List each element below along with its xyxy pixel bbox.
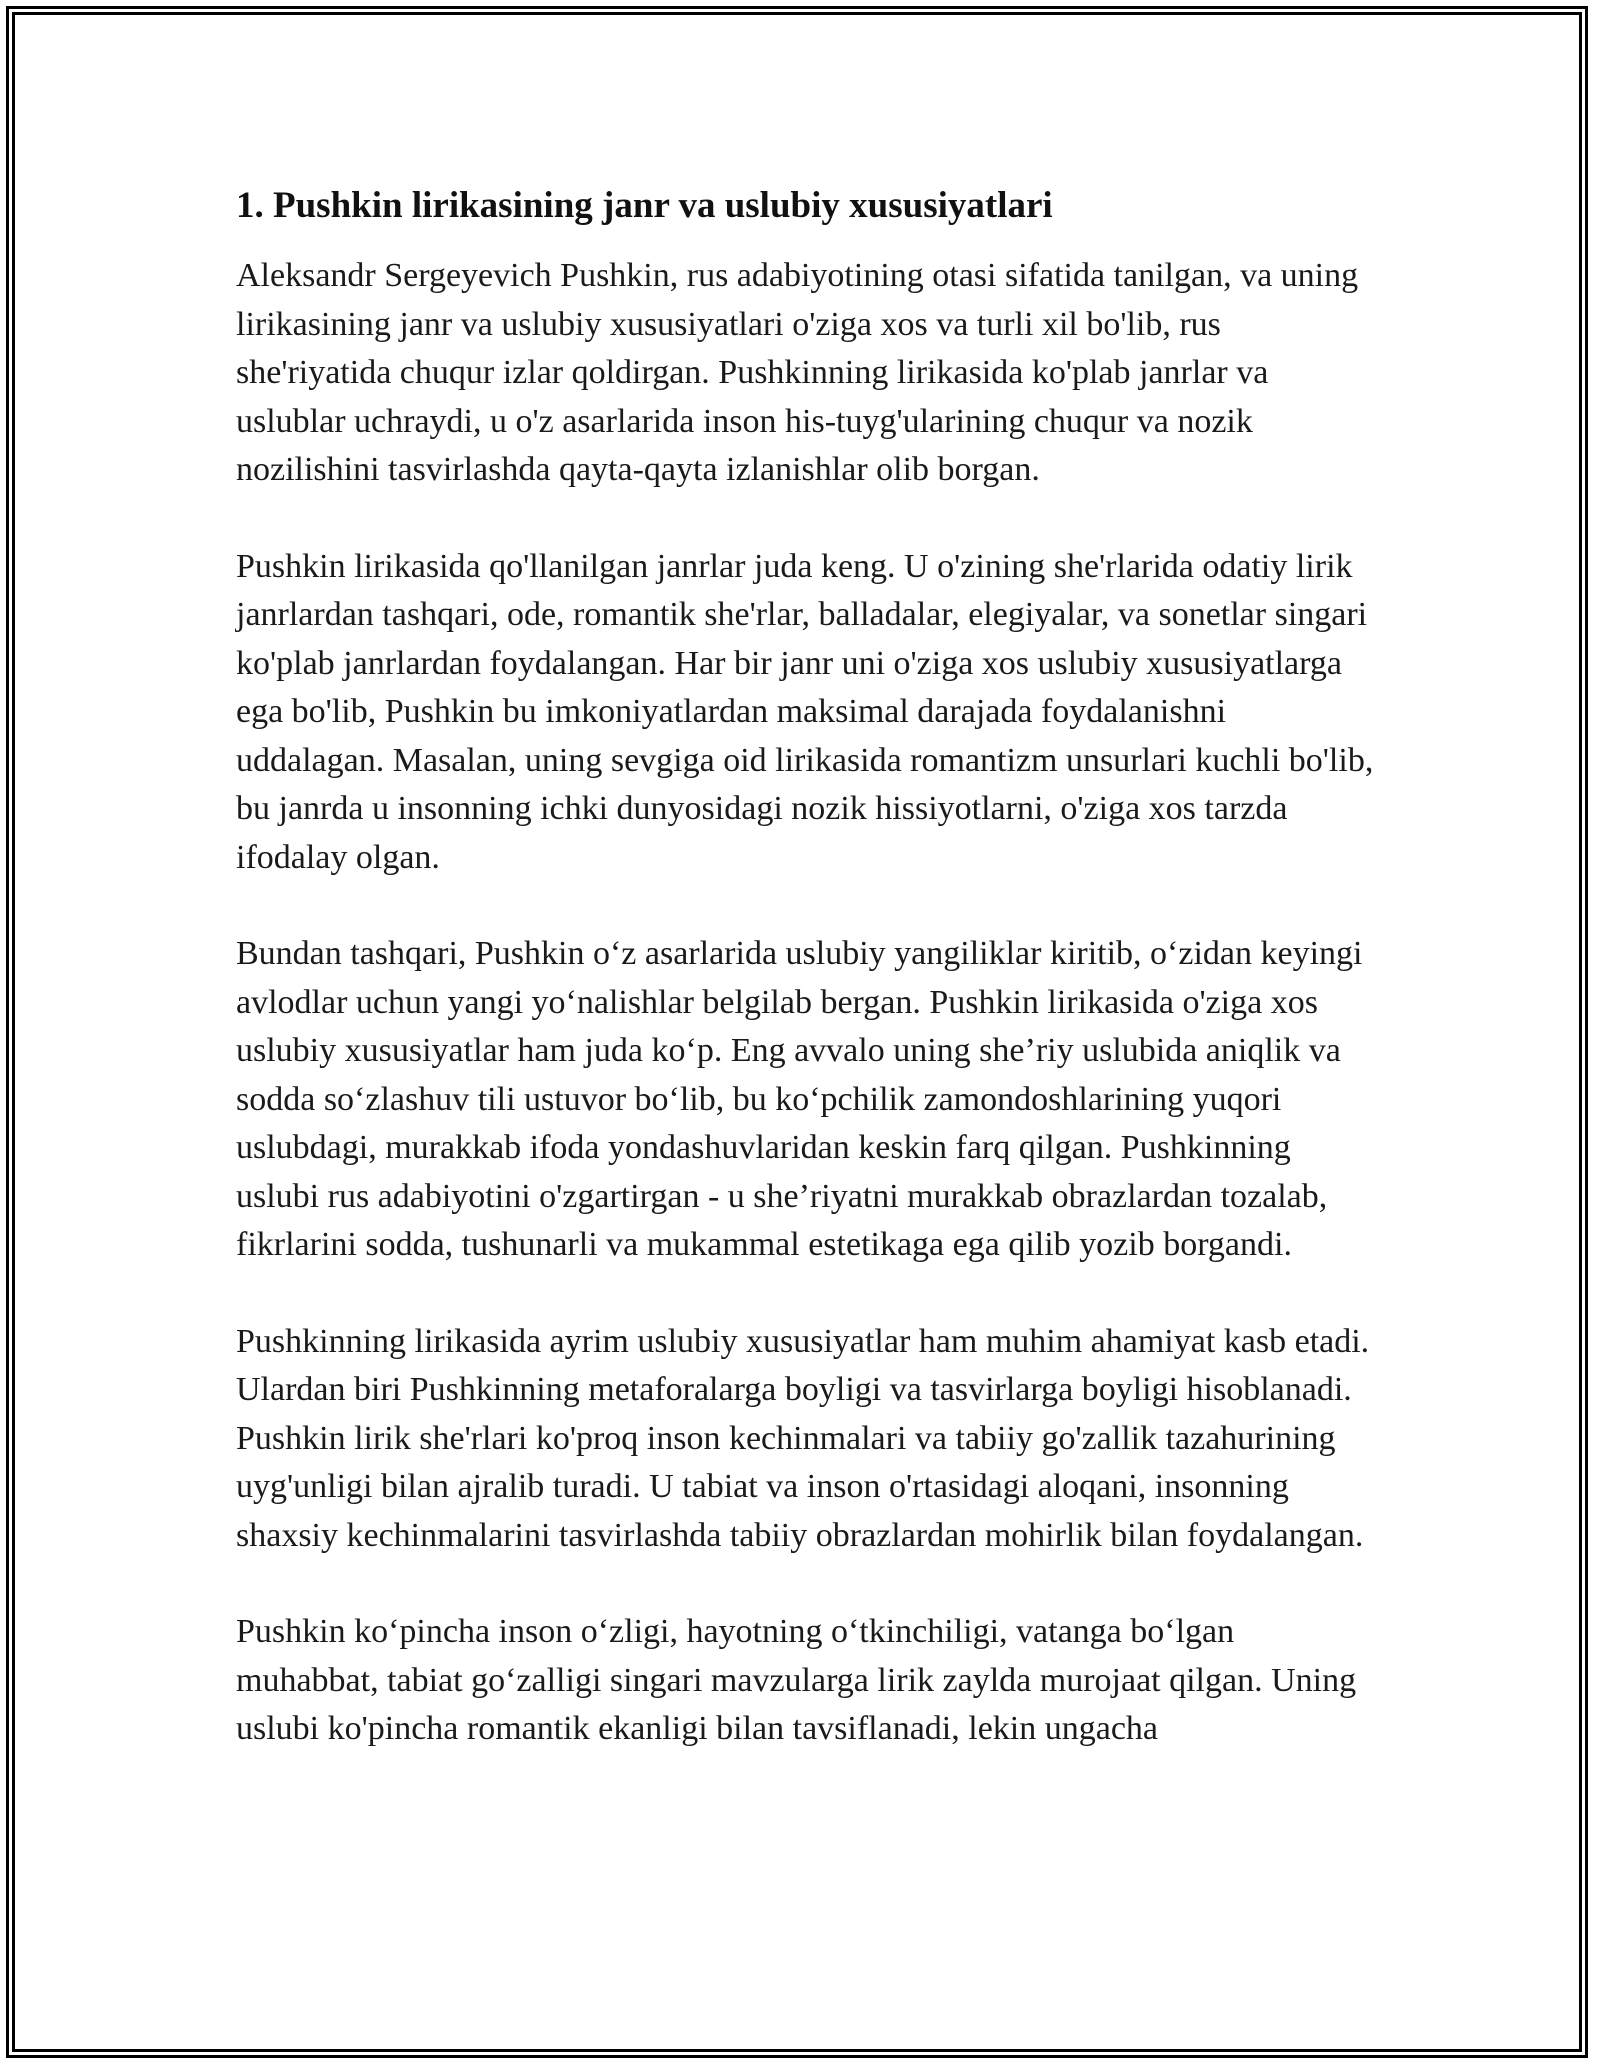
paragraph-3: Bundan tashqari, Pushkin o‘z asarlarida uslubiy yangiliklar kiritib, o‘zidan keyingi avlodlar uchun yangi yo‘nalishlar belgilab bergan. Pushkin lirikasida o'ziga xos uslubiy xususiyatlar ham juda ko‘p. Eng avvalo uning she’riy uslubida aniqlik va sodda so‘zlashuv tili ustuvor bo‘lib, bu ko‘pchilik zamondoshlarining yuqori uslubdagi, murakkab ifoda yondashuvlaridan keskin farq qilgan. Pushkinning uslubi rus adabiyotini o'zgartirgan - u she’riyatni murakkab obrazlardan tozalab, fikrlarini sodda, tushunarli va mukammal estetikaga ega qilib yozib borgandi. [236,935,1363,1263]
paragraph-2: Pushkin lirikasida qo'llanilgan janrlar juda keng. U o'zining she'rlarida odatiy lirik janrlardan tashqari, ode, romantik she'rlar, balladalar, elegiyalar, va sonetlar singari ko'plab janrlardan foydalangan. Har bir janr uni o'ziga xos uslubiy xususiyatlarga ega bo'lib, Pushkin bu imkoniyatlardan maksimal darajada foydalanishni uddalagan. Masalan, uning sevgiga oid lirikasida romantizm unsurlari kuchli bo'lib, bu janrda u insonning ichki dunyosidagi nozik hissiyotlarni, o'ziga xos tarzda ifodalay olgan. [236,547,1374,876]
paragraph-5: Pushkin ko‘pincha inson o‘zligi, hayotning o‘tkinchiligi, vatanga bo‘lgan muhabbat, tabiat go‘zalligi singari mavzularga lirik zaylda murojaat qilgan. Uning uslubi ko'pincha romantik ekanligi bilan tavsiflanadi, lekin ungacha [236,1613,1357,1747]
paragraph-4: Pushkinning lirikasida ayrim uslubiy xususiyatlar ham muhim ahamiyat kasb etadi. Ulardan biri Pushkinning metaforalarga boyligi va tasvirlarga boyligi hisoblanadi. Pushkin lirik she'rlari ko'proq inson kechinmalari va tabiiy go'zallik tazahurining uyg'unligi bilan ajralib turadi. U tabiat va inson o'rtasidagi aloqani, insonning shaxsiy kechinmalarini tasvirlashda tabiiy obrazlardan mohirlik bilan foydalangan. [236,1322,1370,1554]
document-body [236,182,1376,1802]
section-heading: 1. Pushkin lirikasining janr va uslubiy xususiyatlari [236,185,1053,226]
paragraph-1: Aleksandr Sergeyevich Pushkin, rus adabiyotining otasi sifatida tanilgan, va uning lirikasining janr va uslubiy xususiyatlari o'ziga xos va turli xil bo'lib, rus she'riyatida chuqur izlar qoldirgan. Pushkinning lirikasida ko'plab janrlar va uslublar uchraydi, u o'z asarlarida inson his-tuyg'ularining chuqur va nozik nozilishini tasvirlashda qayta-qayta izlanishlar olib borgan. [236,257,1359,488]
